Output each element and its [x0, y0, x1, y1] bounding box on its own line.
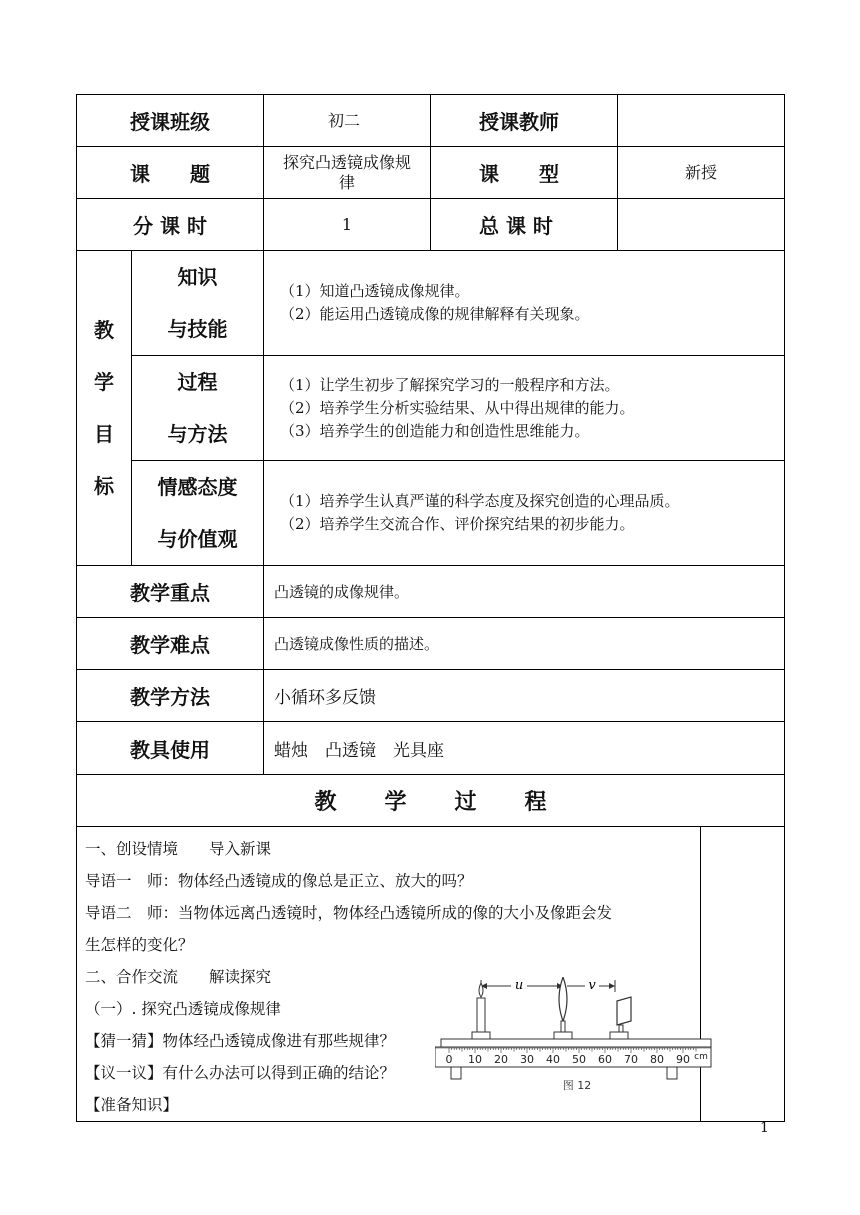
teacher-label: 授课教师	[431, 95, 618, 147]
goal-title-char: 标	[94, 474, 114, 498]
process-body	[77, 827, 708, 1122]
goal-item: （1）让学生初步了解探究学习的一般程序和方法。	[280, 375, 620, 394]
scale-tick-label: 90	[676, 1053, 690, 1066]
process-title-char: 学	[384, 790, 407, 815]
goal-item: （2）培养学生交流合作、评价探究结果的初步能力。	[280, 515, 635, 533]
goal-row-process	[77, 356, 785, 461]
topic-value: 探究凸透镜成像规律	[264, 147, 431, 199]
scale-tick-label: 0	[445, 1053, 453, 1066]
scale-tick-label: 20	[494, 1053, 508, 1066]
class-label: 授课班级	[77, 95, 264, 147]
goal-content-process	[264, 356, 785, 461]
info-row-difficulties	[77, 618, 785, 670]
optical-bench-diagram	[435, 977, 725, 1107]
figure-caption: 图 12	[562, 1079, 592, 1092]
page-number: 1	[760, 1120, 769, 1136]
goal-category-line: 与方法	[167, 422, 228, 446]
difficulties-value: 凸透镜成像性质的描述。	[264, 618, 785, 670]
label-v: v	[588, 978, 596, 993]
process-line: 【准备知识】	[85, 1096, 179, 1114]
goal-category-process	[132, 356, 264, 461]
total-value	[618, 199, 785, 251]
goal-item: （2）培养学生分析实验结果、从中得出规律的能力。	[280, 398, 635, 417]
process-body-row	[77, 827, 785, 1122]
scale-tick-label: 80	[650, 1053, 664, 1066]
goal-category-line: 与价值观	[157, 527, 238, 551]
process-line: 二、合作交流 解读探究	[85, 968, 272, 986]
goal-category-line: 与技能	[167, 317, 228, 341]
process-line: 【猜一猜】物体经凸透镜成像进有那些规律？	[85, 1032, 396, 1050]
goal-row-attitude	[77, 461, 785, 566]
method-label: 教学方法	[77, 670, 264, 722]
teaching-process-title	[77, 775, 785, 827]
goal-item: （2）能运用凸透镜成像的规律解释有关现象。	[280, 305, 590, 323]
header-row-topic	[77, 147, 785, 199]
goal-title-char: 教	[94, 318, 114, 342]
scale-tick-label: 70	[624, 1053, 638, 1066]
difficulties-label: 教学难点	[77, 618, 264, 670]
tools-label: 教具使用	[77, 722, 264, 775]
tools-value: 蜡烛 凸透镜 光具座	[264, 722, 785, 775]
teacher-value	[618, 95, 785, 147]
goal-row-knowledge	[77, 251, 785, 356]
goal-title-char: 学	[94, 370, 114, 394]
header-row-class	[77, 95, 785, 147]
scale-tick-label: 30	[520, 1053, 534, 1066]
goal-content-knowledge	[264, 251, 785, 356]
method-value: 小循环多反馈	[264, 670, 785, 722]
topic-label: 课 题	[77, 147, 264, 199]
process-title-row	[77, 775, 785, 827]
info-row-key-points	[77, 566, 785, 618]
process-line: 导语一 师：物体经凸透镜成的像总是正立、放大的吗？	[85, 872, 473, 890]
process-line: 生怎样的变化？	[85, 936, 194, 954]
process-title-char: 过	[454, 790, 477, 815]
scale-tick-label: 60	[598, 1053, 612, 1066]
goal-content-attitude	[264, 461, 785, 566]
screen-icon	[610, 997, 631, 1039]
process-title-char: 教	[314, 790, 337, 815]
scale-tick-label: 50	[572, 1053, 586, 1066]
period-label: 分 课 时	[77, 199, 264, 251]
candle-icon	[472, 983, 490, 1039]
scale-unit: cm	[694, 1052, 708, 1062]
goal-title-char: 目	[94, 422, 114, 446]
scale-tick-label: 40	[546, 1053, 560, 1066]
period-value: 1	[264, 199, 431, 251]
goal-item: （1）知道凸透镜成像规律。	[280, 282, 470, 300]
process-line: 【议一议】有什么办法可以得到正确的结论？	[85, 1064, 396, 1082]
key-points-value: 凸透镜的成像规律。	[264, 566, 785, 618]
info-row-tools	[77, 722, 785, 775]
process-line: 一、创设情境 导入新课	[85, 840, 272, 858]
key-points-label: 教学重点	[77, 566, 264, 618]
label-u: u	[514, 978, 524, 993]
lesson-plan-table	[76, 94, 785, 1122]
process-title-char: 程	[524, 790, 547, 815]
goal-category-knowledge	[132, 251, 264, 356]
process-line: 导语二 师：当物体远离凸透镜时，物体经凸透镜所成的像的大小及像距会发	[85, 904, 613, 922]
teaching-goals-title	[77, 251, 132, 566]
total-label: 总 课 时	[431, 199, 618, 251]
goal-item: （1）培养学生认真严谨的科学态度及探究创造的心理品质。	[280, 492, 680, 510]
goal-category-line: 知识	[177, 265, 218, 289]
process-line: （一）. 探究凸透镜成像规律	[85, 1000, 281, 1018]
goal-item: （3）培养学生的创造能力和创造性思维能力。	[280, 421, 590, 440]
type-value: 新授	[618, 147, 785, 199]
class-value: 初二	[264, 95, 431, 147]
goal-category-line: 过程	[177, 370, 218, 394]
header-row-period	[77, 199, 785, 251]
type-label: 课 型	[431, 147, 618, 199]
info-row-method	[77, 670, 785, 722]
scale-tick-label: 10	[468, 1053, 482, 1066]
goal-category-attitude	[132, 461, 264, 566]
goal-category-line: 情感态度	[157, 475, 238, 499]
